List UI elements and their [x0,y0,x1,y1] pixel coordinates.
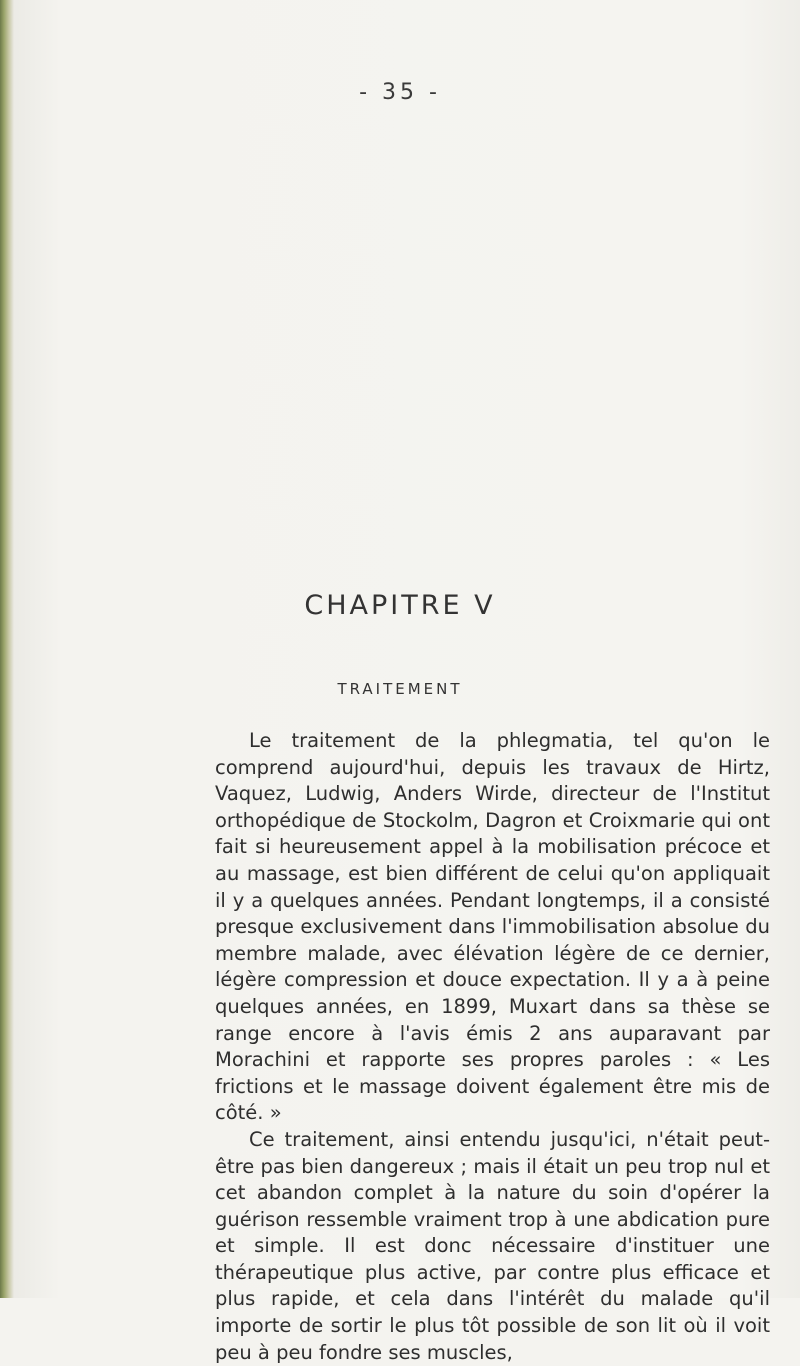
page-binding-edge [0,0,14,1298]
page-number: - 35 - [359,80,441,105]
paragraph: Le traitement de la phlegmatia, tel qu'on le comprend aujourd'hui, depuis les travaux de Hirtz, Vaquez, Ludwig, Anders Wirde, directeur de l'Institut orthopédique de Stockolm, Dagron et Croixmarie qui ont fait si heureusement appel à la mobilisation précoce et au massage, est bien différent de celui qu'on appliquait il y a quelques années. Pendant longtemps, il a consisté presque exclusivement dans l'immobilisation absolue du membre malade, avec élévation légère de ce dernier, légère compression et douce expectation. Il y a à peine quelques années, en 1899, Muxart dans sa thèse se range encore à l'avis émis 2 ans auparavant par Morachini et rapporte ses propres paroles : « Les frictions et le massage doivent également être mis de côté. » [215,729,770,1125]
section-title: TRAITEMENT [337,680,463,698]
chapter-title: CHAPITRE V [304,590,496,621]
paragraph: Ce traitement, ainsi entendu jusqu'ici, n'était peut-être pas bien dangereux ; mais il était un peu trop nul et cet abandon complet à la nature du soin d'opérer la guérison ressemble vraiment trop à une abdication pure et simple. Il est donc nécessaire d'instituer une thérapeutique plus active, par contre plus efficace et plus rapide, et cela dans l'intérêt du malade qu'il importe de sortir le plus tôt possible de son lit où il voit peu à peu fondre ses muscles, [215,1127,770,1364]
body-text [215,728,770,1366]
